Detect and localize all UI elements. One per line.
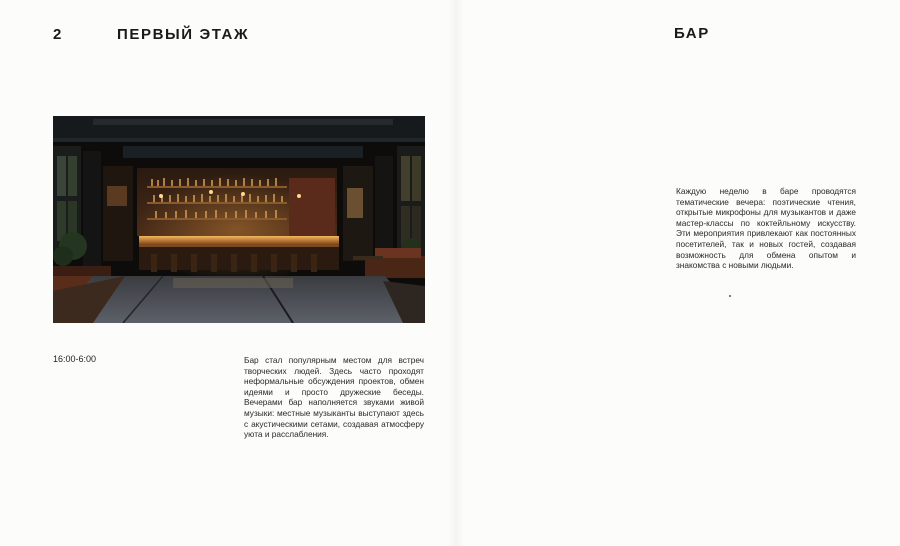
opening-hours: 16:00-6:00 — [53, 354, 97, 364]
section-title: БАР — [674, 25, 710, 42]
paper-speck — [729, 295, 731, 297]
floor-title: ПЕРВЫЙ ЭТАЖ — [117, 26, 250, 43]
page-number: 2 — [53, 26, 63, 43]
left-body-paragraph: Бар стал популярным местом для встреч творческих людей. Здесь часто проходят неформальные обсуждения проектов, обмен идеями и просто дружеские беседы. Вечерами бар наполняется звуками живой музыки: местные музыканты выступают здесь с акустическими сетами, создавая атмосферу уюта и расслабления. — [244, 355, 424, 440]
left-body-text-block — [244, 355, 424, 440]
right-body-paragraph: Каждую неделю в баре проводятся тематические вечера: поэтические чтения, открытые микрофоны для музыкантов и даже мастер-классы по коктейльному искусству. Эти мероприятия привлекают как постоянных посетителей, так и новых гостей, создавая возможность для обмена опытом и знакомства с новыми людьми. — [676, 186, 856, 271]
right-body-text-block — [676, 186, 856, 271]
bar-interior-photo — [53, 116, 425, 323]
page-gutter — [448, 0, 464, 546]
bar-illustration — [53, 116, 425, 323]
